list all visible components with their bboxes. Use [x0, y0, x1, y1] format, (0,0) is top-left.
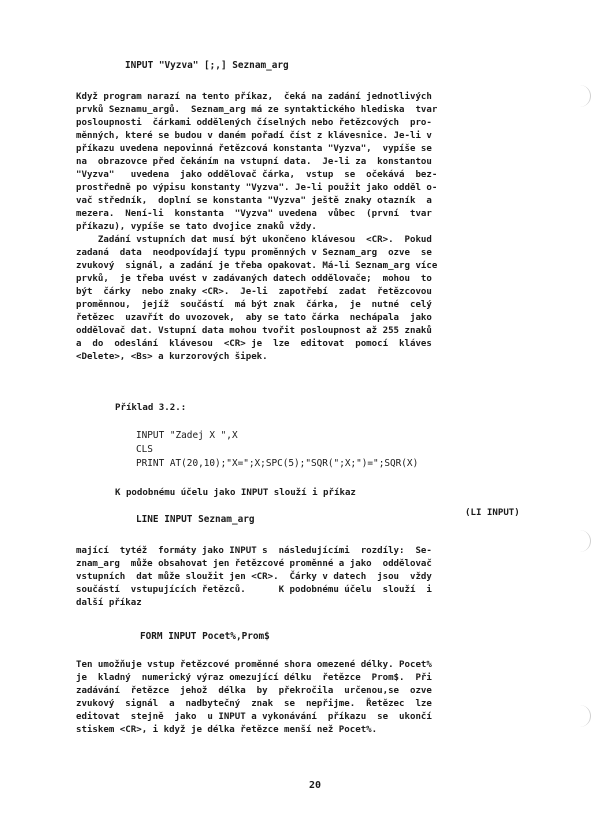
text-line: mezera. Není-li konstanta "Vyzva" uvedena vůbec (první tvar: [76, 209, 432, 219]
text-line: stiskem <CR>, i když je délka řetězce menší než Pocet%.: [76, 725, 378, 735]
text-line: na obrazovce před čekáním na vstupní data. Je-li za konstantou: [76, 157, 432, 167]
text-line: oddělovač dat. Vstupní data mohou tvořit posloupnost až 255 znaků: [76, 326, 432, 336]
text-line: prvků, je třeba uvést v zadávaných datech oddělovače; mohou to: [76, 274, 432, 284]
example-label: Příklad 3.2.:: [115, 403, 187, 413]
text-line: "Vyzva" uvedena jako oddělovač čárka, vstup se očekává bez-: [76, 170, 438, 180]
code-line: PRINT AT(20,10);"X=";X;SPC(5);"SQR(";X;")=";SQR(X): [136, 458, 419, 469]
text-line: součástí vstupujících řetězců. K podobnému účelu slouží i: [76, 585, 432, 595]
form-input-heading: FORM INPUT Pocet%,Prom$: [140, 631, 270, 642]
text-line: zvukový signál, a zadání je třeba opakovat. Má-li Seznam_arg více: [76, 261, 438, 271]
binder-hole-mark: [580, 530, 591, 552]
text-line: <Delete>, <Bs> a kurzorových šipek.: [76, 352, 268, 362]
page-number: 20: [309, 780, 322, 791]
text-line: editovat stejně jako u INPUT a vykonávání příkazu se ukončí: [76, 712, 432, 722]
text-line: příkazu), vypíše se tato dvojice znaků vždy.: [76, 222, 317, 232]
text-line: řetězec uzavřít do uvozovek, aby se tato čárka nechápala jako: [76, 313, 432, 323]
text-line: Když program narazí na tento příkaz, čeká na zadání jednotlivých: [76, 92, 432, 102]
text-line: je kladný numerický výraz omezující délku řetězce Prom$. Při: [76, 673, 432, 683]
code-line: CLS: [136, 444, 153, 455]
text-line: prostředně po výpisu konstanty "Vyzva". Je-li použit jako odděl o-: [76, 183, 438, 193]
text-line: další příkaz: [76, 598, 142, 608]
text-line: proměnnou, jejíž součástí má být znak čárka, je nutné celý: [76, 300, 432, 310]
text-line: zadaná data neodpovídají typu proměnných v Seznam_arg ozve se: [76, 248, 432, 258]
line-input-abbreviation: (LI INPUT): [465, 508, 520, 518]
text-line: Ten umožňuje vstup řetězcové proměnné shora omezené délky. Pocet%: [76, 660, 432, 670]
text-line: zvukový signál a nadbytečný znak se nepřijme. Řetězec lze: [76, 699, 432, 709]
text-line: vač středník, doplní se konstanta "Vyzva" ještě znaky otazník a: [76, 196, 432, 206]
text-line: zadávání řetězce jehož délka by překročila určenou,se ozve: [76, 686, 432, 696]
similar-command-note: K podobnému účelu jako INPUT slouží i příkaz: [115, 488, 356, 498]
text-line: prvků Seznamu_argů. Seznam_arg má ze syntaktického hlediska tvar: [76, 105, 438, 115]
text-line: být čárky nebo znaky <CR>. Je-li zapotřebí zadat řetězcovou: [76, 287, 432, 297]
text-line: příkazu uvedena nepovinná řetězcová konstanta "Vyzva", vypíše se: [76, 144, 432, 154]
text-line: posloupnosti čárkami oddělených číselných nebo řetězcových pro-: [76, 118, 432, 128]
code-line: INPUT "Zadej X ",X: [136, 430, 238, 441]
text-line: a do odeslání klávesou <CR> je lze editovat pomocí kláves: [76, 339, 432, 349]
text-line: měnných, které se budou v daném pořadí číst z klávesnice. Je-li v: [76, 131, 432, 141]
binder-hole-mark: [580, 85, 591, 107]
input-command-heading: INPUT "Vyzva" [;,] Seznam_arg: [125, 60, 289, 71]
binder-hole-mark: [580, 705, 591, 727]
text-line: znam_arg může obsahovat jen řetězcové proměnné a jako oddělovač: [76, 559, 432, 569]
text-line: vstupních dat může sloužit jen <CR>. Čárky v datech jsou vždy: [76, 572, 432, 582]
line-input-heading: LINE INPUT Seznam_arg: [136, 514, 255, 525]
text-line: Zadání vstupních dat musí být ukončeno klávesou <CR>. Pokud: [76, 235, 432, 245]
text-line: mající tytéž formáty jako INPUT s následujícími rozdíly: Se-: [76, 546, 432, 556]
